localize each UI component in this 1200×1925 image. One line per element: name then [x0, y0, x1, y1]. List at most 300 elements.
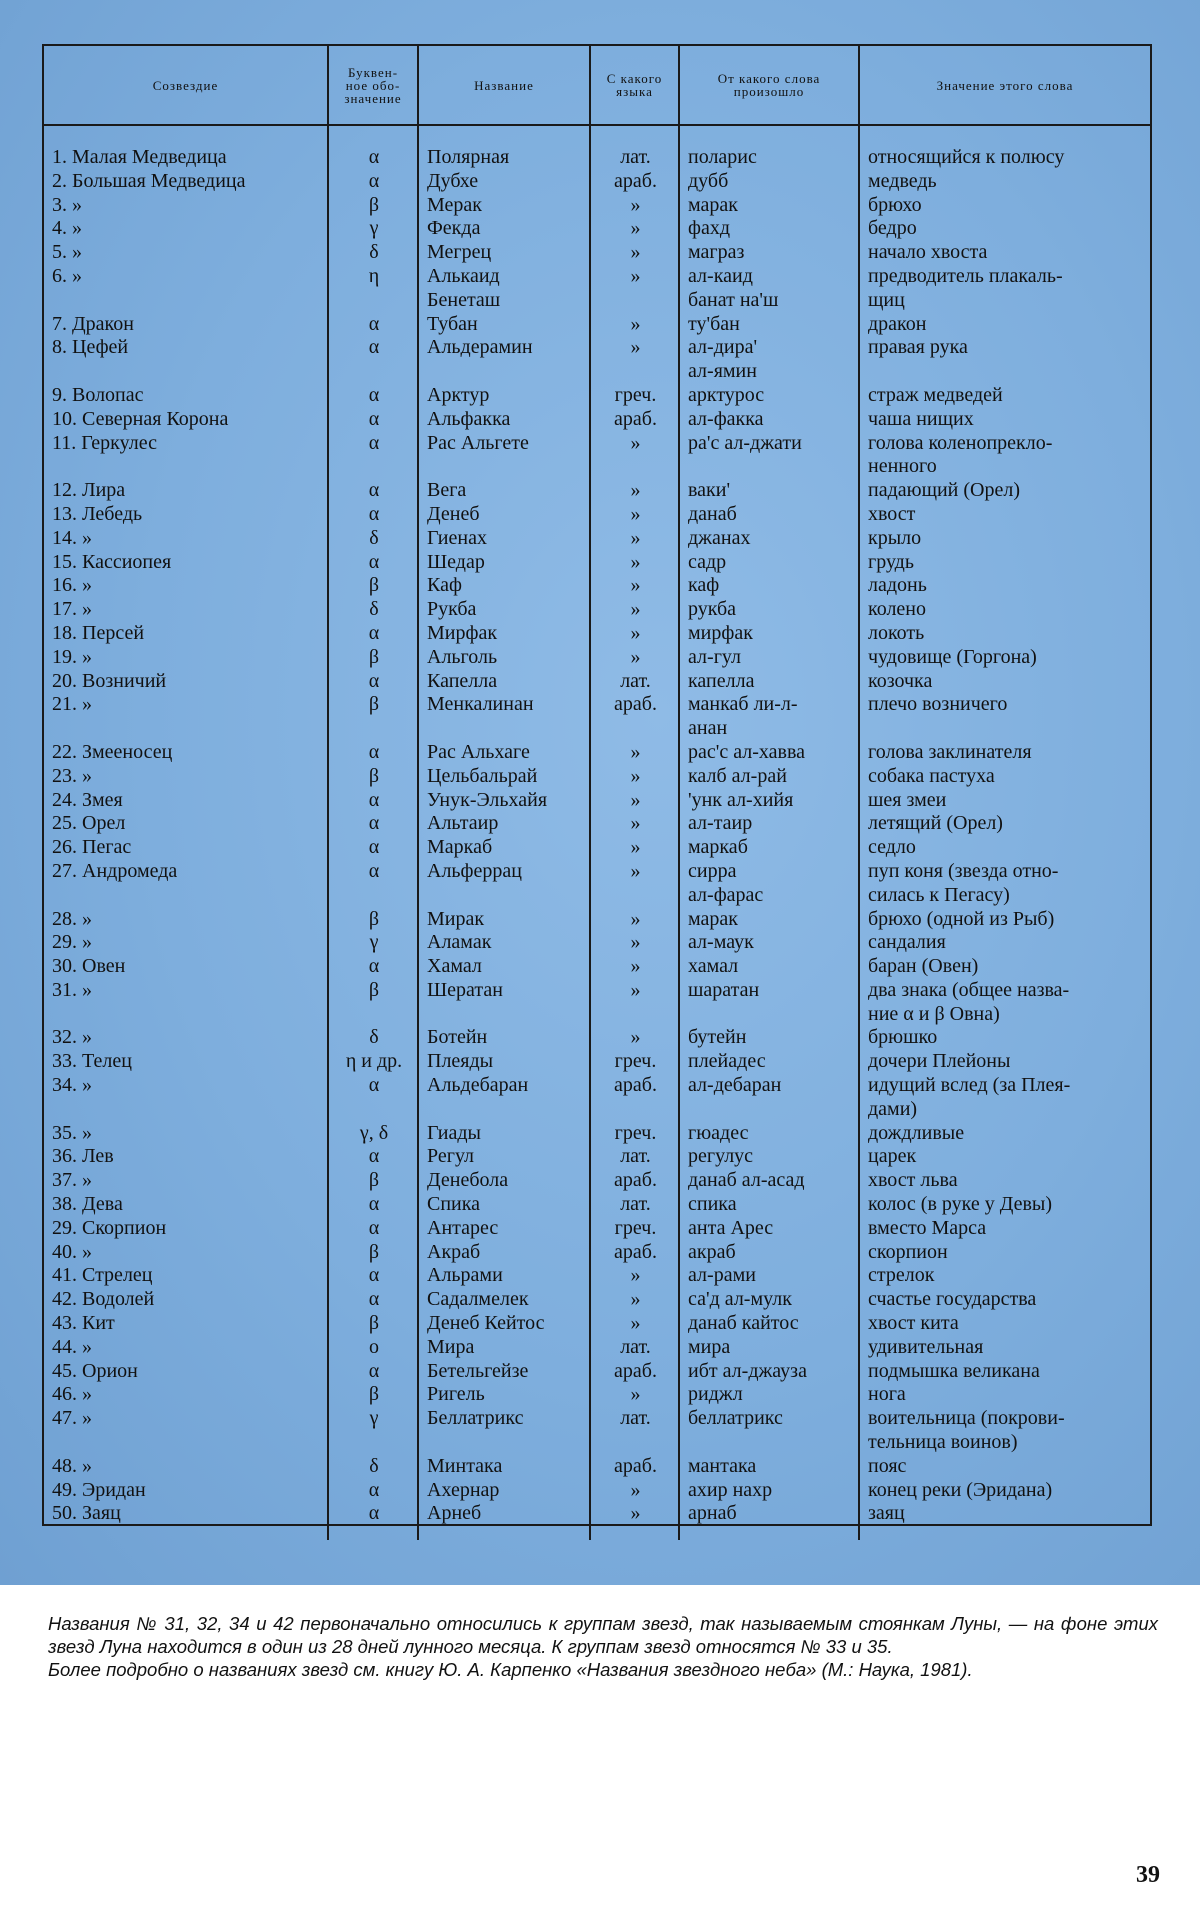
cell-letter: β: [328, 574, 418, 598]
cell-origin-word: данаб: [679, 503, 859, 527]
cell-language: араб.: [590, 1074, 679, 1122]
header-name: Название: [418, 46, 590, 125]
cell-constellation: 45. Орион: [44, 1360, 328, 1384]
table-row: [44, 241, 1150, 265]
cell-star-name: Дубхе: [418, 170, 590, 194]
table-row: [44, 384, 1150, 408]
cell-origin-word: ал-рами: [679, 1264, 859, 1288]
cell-origin-word: рукба: [679, 598, 859, 622]
cell-letter: η и др.: [328, 1050, 418, 1074]
cell-letter: η: [328, 265, 418, 313]
table-row: [44, 765, 1150, 789]
cell-letter: β: [328, 1169, 418, 1193]
cell-constellation: 27. Андромеда: [44, 860, 328, 908]
cell-origin-word: дубб: [679, 170, 859, 194]
cell-meaning: пуп коня (звезда отно- силась к Пегасу): [868, 859, 1059, 906]
cell-language: »: [590, 336, 679, 384]
table-row: [44, 908, 1150, 932]
cell-constellation: 50. Заяц: [44, 1502, 328, 1540]
cell-letter: β: [328, 194, 418, 218]
cell-origin-word: анта Арес: [679, 1217, 859, 1241]
cell-origin-word: каф: [679, 574, 859, 598]
cell-language: греч.: [590, 384, 679, 408]
table-row: [44, 432, 1150, 480]
cell-star-name: Садалмелек: [418, 1288, 590, 1312]
cell-star-name: Вега: [418, 479, 590, 503]
table-row: [44, 1312, 1150, 1336]
cell-meaning: относящийся к полюсу: [868, 146, 1065, 168]
cell-language: »: [590, 551, 679, 575]
cell-meaning: чудовище (Горгона): [868, 645, 1037, 668]
header-constellation: Созвездие: [44, 46, 328, 125]
cell-meaning: седло: [868, 836, 916, 859]
table-row: [44, 574, 1150, 598]
table-row: [44, 170, 1150, 194]
cell-language: »: [590, 432, 679, 480]
cell-letter: γ: [328, 217, 418, 241]
cell-language: лат.: [590, 1193, 679, 1217]
cell-constellation: 4. »: [44, 217, 328, 241]
cell-language: »: [590, 1383, 679, 1407]
header-meaning: Значение этого слова: [859, 46, 1150, 125]
cell-language: »: [590, 265, 679, 313]
cell-constellation: 5. »: [44, 241, 328, 265]
cell-letter: δ: [328, 598, 418, 622]
cell-language: »: [590, 765, 679, 789]
cell-origin-word: ибт ал-джауза: [679, 1360, 859, 1384]
cell-star-name: Альдерамин: [418, 336, 590, 384]
cell-meaning: грудь: [868, 550, 914, 573]
table-row: [44, 1122, 1150, 1146]
cell-constellation: 40. »: [44, 1241, 328, 1265]
cell-star-name: Плеяды: [418, 1050, 590, 1074]
cell-language: »: [590, 860, 679, 908]
cell-language: араб.: [590, 1241, 679, 1265]
cell-meaning: плечо возничего: [868, 693, 1008, 716]
cell-star-name: Бетельгейзе: [418, 1360, 590, 1384]
cell-letter: δ: [328, 1026, 418, 1050]
cell-letter: α: [328, 408, 418, 432]
table-row: [44, 503, 1150, 527]
cell-constellation: 25. Орел: [44, 812, 328, 836]
cell-meaning: страж медведей: [868, 383, 1003, 406]
cell-origin-word: гюадес: [679, 1122, 859, 1146]
footnote-paragraph-2: Более подробно о названиях звезд см. книгу Ю. А. Карпенко «Названия звездного неба» (М.: Наука, 1981).: [48, 1659, 973, 1680]
cell-constellation: 18. Персей: [44, 622, 328, 646]
cell-star-name: Альтаир: [418, 812, 590, 836]
cell-origin-word: ал-таир: [679, 812, 859, 836]
cell-letter: γ, δ: [328, 1122, 418, 1146]
table-row: [44, 1383, 1150, 1407]
cell-letter: γ: [328, 1407, 418, 1455]
cell-star-name: Менкалинан: [418, 693, 590, 741]
cell-letter: β: [328, 908, 418, 932]
cell-star-name: Денеб Кейтос: [418, 1312, 590, 1336]
cell-origin-word: акраб: [679, 1241, 859, 1265]
cell-star-name: Мегрец: [418, 241, 590, 265]
cell-meaning: правая рука: [868, 336, 968, 359]
table-row: [44, 1407, 1150, 1455]
star-names-table: [42, 44, 1152, 1526]
cell-star-name: Альрами: [418, 1264, 590, 1288]
cell-star-name: Ботейн: [418, 1026, 590, 1050]
header-language: С какого языка: [590, 46, 679, 125]
cell-meaning: пояс: [868, 1454, 907, 1477]
cell-star-name: Шератан: [418, 979, 590, 1027]
cell-language: »: [590, 1264, 679, 1288]
cell-origin-word: ра'с ал-джати: [679, 432, 859, 480]
cell-meaning: брюхо (одной из Рыб): [868, 907, 1055, 930]
cell-language: араб.: [590, 1455, 679, 1479]
cell-constellation: 46. »: [44, 1383, 328, 1407]
cell-star-name: Гиенах: [418, 527, 590, 551]
cell-origin-word: данаб ал-асад: [679, 1169, 859, 1193]
table-row: [44, 479, 1150, 503]
cell-letter: α: [328, 1479, 418, 1503]
cell-constellation: 15. Кассиопея: [44, 551, 328, 575]
cell-origin-word: регулус: [679, 1145, 859, 1169]
cell-meaning: хвост кита: [868, 1312, 959, 1335]
cell-constellation: 7. Дракон: [44, 313, 328, 337]
table-row: [44, 646, 1150, 670]
cell-constellation: 44. »: [44, 1336, 328, 1360]
cell-origin-word: ваки': [679, 479, 859, 503]
cell-constellation: 47. »: [44, 1407, 328, 1455]
cell-star-name: Тубан: [418, 313, 590, 337]
cell-star-name: Альферрац: [418, 860, 590, 908]
table-row: [44, 1288, 1150, 1312]
cell-origin-word: капелла: [679, 670, 859, 694]
cell-star-name: Ригель: [418, 1383, 590, 1407]
table-row: [44, 1217, 1150, 1241]
table-row: [44, 860, 1150, 908]
cell-constellation: 34. »: [44, 1074, 328, 1122]
cell-language: араб.: [590, 408, 679, 432]
cell-letter: α: [328, 836, 418, 860]
table-row: [44, 1455, 1150, 1479]
cell-meaning: летящий (Орел): [868, 812, 1003, 835]
cell-constellation: 12. Лира: [44, 479, 328, 503]
cell-letter: β: [328, 646, 418, 670]
table-row: [44, 1074, 1150, 1122]
cell-letter: β: [328, 765, 418, 789]
cell-star-name: Гиады: [418, 1122, 590, 1146]
cell-constellation: 23. »: [44, 765, 328, 789]
page-number: 39: [1136, 1862, 1160, 1888]
cell-star-name: Рас Альгете: [418, 432, 590, 480]
footnote-paragraph-1: Названия № 31, 32, 34 и 42 первоначально относились к группам звезд, так называемым стоянкам Луны, — на фоне этих звезд Луна находится в один из 28 дней лунного месяца. К группам звезд относятся № 33 и 35.: [48, 1613, 1158, 1657]
cell-language: »: [590, 812, 679, 836]
cell-meaning: хвост льва: [868, 1169, 958, 1192]
cell-meaning: конец реки (Эридана): [868, 1478, 1053, 1501]
cell-origin-word: марак: [679, 194, 859, 218]
cell-star-name: Минтака: [418, 1455, 590, 1479]
table-row: [44, 598, 1150, 622]
cell-letter: β: [328, 693, 418, 741]
cell-language: »: [590, 1502, 679, 1540]
cell-meaning: голова заклинателя: [868, 740, 1032, 763]
cell-language: греч.: [590, 1217, 679, 1241]
cell-constellation: 8. Цефей: [44, 336, 328, 384]
cell-star-name: Мирфак: [418, 622, 590, 646]
cell-constellation: 38. Дева: [44, 1193, 328, 1217]
cell-constellation: 11. Геркулес: [44, 432, 328, 480]
cell-language: »: [590, 598, 679, 622]
cell-star-name: Мирак: [418, 908, 590, 932]
cell-language: лат.: [590, 1145, 679, 1169]
table-row: [44, 693, 1150, 741]
cell-meaning: колено: [868, 598, 926, 621]
cell-constellation: 17. »: [44, 598, 328, 622]
cell-letter: α: [328, 622, 418, 646]
table-row: [44, 789, 1150, 813]
cell-constellation: 9. Волопас: [44, 384, 328, 408]
footnote: [48, 1612, 1158, 1681]
cell-letter: β: [328, 1383, 418, 1407]
cell-star-name: Акраб: [418, 1241, 590, 1265]
cell-star-name: Цельбальрай: [418, 765, 590, 789]
cell-meaning: стрелок: [868, 1264, 935, 1287]
cell-letter: α: [328, 384, 418, 408]
cell-constellation: 49. Эридан: [44, 1479, 328, 1503]
cell-meaning: дождливые: [868, 1121, 965, 1144]
cell-origin-word: поларис: [679, 125, 859, 170]
cell-origin-word: беллатрикс: [679, 1407, 859, 1455]
cell-letter: α: [328, 1074, 418, 1122]
cell-meaning: предводитель плакаль- щиц: [868, 264, 1063, 311]
cell-letter: α: [328, 1502, 418, 1540]
cell-star-name: Беллатрикс: [418, 1407, 590, 1455]
cell-origin-word: риджл: [679, 1383, 859, 1407]
table-row: [44, 1026, 1150, 1050]
cell-meaning: брюшко: [868, 1026, 938, 1049]
cell-origin-word: плейадес: [679, 1050, 859, 1074]
cell-language: араб.: [590, 1360, 679, 1384]
table-row: [44, 1145, 1150, 1169]
cell-language: греч.: [590, 1122, 679, 1146]
cell-meaning: локоть: [868, 621, 925, 644]
cell-meaning: подмышка великана: [868, 1359, 1040, 1382]
table-row: [44, 313, 1150, 337]
cell-origin-word: ал-маук: [679, 931, 859, 955]
cell-meaning: нога: [868, 1383, 906, 1406]
cell-meaning: медведь: [868, 169, 937, 192]
table-row: [44, 408, 1150, 432]
cell-language: »: [590, 789, 679, 813]
table-row: [44, 1193, 1150, 1217]
cell-meaning: ладонь: [868, 574, 927, 597]
cell-letter: α: [328, 1288, 418, 1312]
cell-letter: α: [328, 1360, 418, 1384]
cell-language: »: [590, 527, 679, 551]
cell-constellation: 14. »: [44, 527, 328, 551]
cell-letter: α: [328, 1217, 418, 1241]
cell-letter: α: [328, 551, 418, 575]
cell-language: лат.: [590, 125, 679, 170]
cell-letter: α: [328, 432, 418, 480]
table-row: [44, 1169, 1150, 1193]
table-row: [44, 527, 1150, 551]
cell-language: араб.: [590, 693, 679, 741]
cell-language: »: [590, 313, 679, 337]
cell-star-name: Спика: [418, 1193, 590, 1217]
cell-meaning: собака пастуха: [868, 764, 995, 787]
cell-language: араб.: [590, 170, 679, 194]
cell-origin-word: шаратан: [679, 979, 859, 1027]
cell-origin-word: спика: [679, 1193, 859, 1217]
cell-origin-word: ал-факка: [679, 408, 859, 432]
cell-language: лат.: [590, 1407, 679, 1455]
cell-meaning: удивительная: [868, 1335, 984, 1358]
table-row: [44, 1479, 1150, 1503]
cell-origin-word: ахир нахр: [679, 1479, 859, 1503]
cell-letter: δ: [328, 1455, 418, 1479]
cell-origin-word: калб ал-рай: [679, 765, 859, 789]
cell-star-name: Шедар: [418, 551, 590, 575]
cell-language: »: [590, 241, 679, 265]
cell-meaning: сандалия: [868, 931, 946, 954]
cell-language: греч.: [590, 1050, 679, 1074]
table-row: [44, 931, 1150, 955]
cell-star-name: Унук-Эльхайя: [418, 789, 590, 813]
cell-constellation: 48. »: [44, 1455, 328, 1479]
cell-constellation: 29. Скорпион: [44, 1217, 328, 1241]
table-row: [44, 194, 1150, 218]
cell-star-name: Фекда: [418, 217, 590, 241]
cell-language: лат.: [590, 1336, 679, 1360]
cell-letter: α: [328, 741, 418, 765]
cell-language: »: [590, 908, 679, 932]
cell-meaning: брюхо: [868, 193, 922, 216]
cell-meaning: заяц: [868, 1502, 905, 1525]
cell-origin-word: сирра ал-фарас: [679, 860, 859, 908]
cell-star-name: Мерак: [418, 194, 590, 218]
cell-language: »: [590, 836, 679, 860]
cell-letter: α: [328, 125, 418, 170]
cell-language: »: [590, 1026, 679, 1050]
cell-constellation: 20. Возничий: [44, 670, 328, 694]
cell-origin-word: ал-дира' ал-ямин: [679, 336, 859, 384]
cell-meaning: козочка: [868, 669, 933, 692]
table-row: [44, 336, 1150, 384]
table-row: [44, 670, 1150, 694]
cell-letter: β: [328, 1312, 418, 1336]
cell-constellation: 10. Северная Корона: [44, 408, 328, 432]
cell-constellation: 30. Овен: [44, 955, 328, 979]
cell-star-name: Антарес: [418, 1217, 590, 1241]
table-row: [44, 1502, 1150, 1540]
cell-origin-word: джанах: [679, 527, 859, 551]
cell-language: »: [590, 194, 679, 218]
cell-meaning: идущий вслед (за Плея- дами): [868, 1074, 1071, 1120]
cell-meaning: колос (в руке у Девы): [868, 1193, 1053, 1216]
cell-star-name: Каф: [418, 574, 590, 598]
cell-letter: α: [328, 170, 418, 194]
cell-meaning: крыло: [868, 526, 922, 549]
cell-letter: β: [328, 979, 418, 1027]
cell-star-name: Арктур: [418, 384, 590, 408]
cell-letter: α: [328, 1145, 418, 1169]
table-row: [44, 979, 1150, 1027]
cell-star-name: Альдебаран: [418, 1074, 590, 1122]
cell-constellation: 1. Малая Медведица: [44, 125, 328, 170]
cell-star-name: Денеб: [418, 503, 590, 527]
cell-letter: α: [328, 860, 418, 908]
cell-origin-word: маграз: [679, 241, 859, 265]
cell-constellation: 13. Лебедь: [44, 503, 328, 527]
cell-constellation: 26. Пегас: [44, 836, 328, 860]
table-row: [44, 125, 1150, 170]
cell-letter: β: [328, 1241, 418, 1265]
cell-star-name: Полярная: [418, 125, 590, 170]
cell-letter: α: [328, 313, 418, 337]
cell-origin-word: данаб кайтос: [679, 1312, 859, 1336]
cell-letter: α: [328, 955, 418, 979]
cell-constellation: 16. »: [44, 574, 328, 598]
cell-constellation: 35. »: [44, 1122, 328, 1146]
cell-star-name: Альголь: [418, 646, 590, 670]
table-row: [44, 265, 1150, 313]
table-row: [44, 955, 1150, 979]
cell-letter: α: [328, 1264, 418, 1288]
cell-constellation: 2. Большая Медведица: [44, 170, 328, 194]
cell-origin-word: марак: [679, 908, 859, 932]
table-row: [44, 812, 1150, 836]
cell-meaning: падающий (Орел): [868, 479, 1021, 502]
cell-origin-word: манкаб ли-л- анан: [679, 693, 859, 741]
cell-letter: α: [328, 1193, 418, 1217]
cell-letter: α: [328, 479, 418, 503]
cell-origin-word: маркаб: [679, 836, 859, 860]
cell-constellation: 43. Кит: [44, 1312, 328, 1336]
cell-origin-word: ал-дебаран: [679, 1074, 859, 1122]
cell-language: »: [590, 1312, 679, 1336]
cell-meaning: воительница (покрови- тельница воинов): [868, 1407, 1065, 1454]
cell-origin-word: мантака: [679, 1455, 859, 1479]
cell-letter: α: [328, 812, 418, 836]
cell-letter: α: [328, 336, 418, 384]
cell-letter: δ: [328, 241, 418, 265]
cell-letter: γ: [328, 931, 418, 955]
cell-constellation: 31. »: [44, 979, 328, 1027]
cell-star-name: Рас Альхаге: [418, 741, 590, 765]
cell-letter: α: [328, 670, 418, 694]
cell-star-name: Денебола: [418, 1169, 590, 1193]
cell-star-name: Регул: [418, 1145, 590, 1169]
cell-origin-word: ту'бан: [679, 313, 859, 337]
cell-star-name: Ахернар: [418, 1479, 590, 1503]
table-row: [44, 1264, 1150, 1288]
cell-constellation: 33. Телец: [44, 1050, 328, 1074]
cell-constellation: 42. Водолей: [44, 1288, 328, 1312]
cell-star-name: Мира: [418, 1336, 590, 1360]
cell-origin-word: мира: [679, 1336, 859, 1360]
cell-meaning: шея змеи: [868, 788, 947, 811]
cell-origin-word: хамал: [679, 955, 859, 979]
cell-constellation: 29. »: [44, 931, 328, 955]
cell-constellation: 21. »: [44, 693, 328, 741]
cell-meaning: голова коленопрекло- ненного: [868, 431, 1053, 478]
cell-star-name: Капелла: [418, 670, 590, 694]
cell-language: »: [590, 646, 679, 670]
cell-language: »: [590, 574, 679, 598]
cell-origin-word: рас'с ал-хавва: [679, 741, 859, 765]
cell-origin-word: 'унк ал-хийя: [679, 789, 859, 813]
cell-origin-word: фахд: [679, 217, 859, 241]
cell-star-name: Рукба: [418, 598, 590, 622]
cell-language: »: [590, 503, 679, 527]
cell-constellation: 41. Стрелец: [44, 1264, 328, 1288]
